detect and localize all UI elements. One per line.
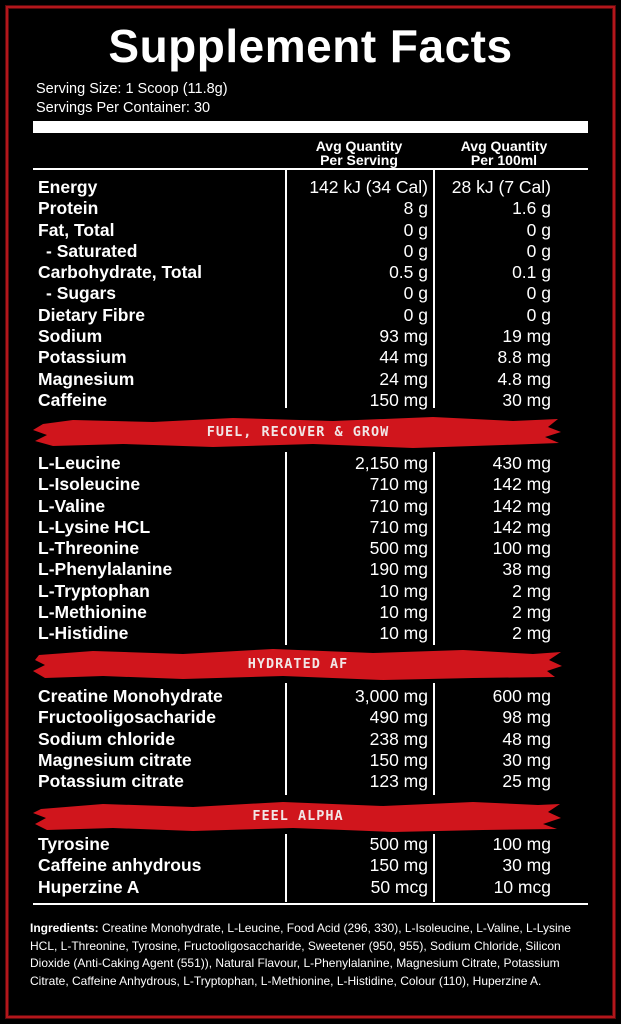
nutrient-name: L-Threonine xyxy=(38,538,140,559)
table-row xyxy=(38,369,551,390)
section-title: FEEL ALPHA xyxy=(252,808,344,824)
ingredients-statement xyxy=(30,920,593,990)
table-row xyxy=(38,453,551,474)
amount-per-100ml: 100 mg xyxy=(492,538,551,559)
column-header-per-100ml: Avg Quantity Per 100ml xyxy=(460,138,548,168)
amount-per-serving: 710 mg xyxy=(369,474,428,495)
table-row xyxy=(38,517,551,538)
amount-per-serving: 50 mcg xyxy=(370,876,428,897)
nutrient-name: L-Phenylalanine xyxy=(38,559,173,580)
amount-per-serving: 490 mg xyxy=(369,707,428,728)
amount-per-serving: 0.5 g xyxy=(389,262,428,283)
table-row xyxy=(38,220,551,241)
table-row xyxy=(38,326,551,347)
amount-per-serving: 710 mg xyxy=(369,495,428,516)
amount-per-100ml: 2 mg xyxy=(512,623,551,644)
servings-per-container: Servings Per Container: 30 xyxy=(36,100,211,116)
nutrient-name: Caffeine xyxy=(38,389,108,410)
table-row xyxy=(38,262,551,283)
amount-per-100ml: 0 g xyxy=(526,219,551,240)
nutrient-name: L-Methionine xyxy=(38,602,147,623)
amino-acid-table xyxy=(38,453,551,645)
table-row xyxy=(38,750,551,771)
table-row xyxy=(38,347,551,368)
nutrient-name: L-Isoleucine xyxy=(38,474,141,495)
amount-per-serving: 150 mg xyxy=(369,749,428,770)
amount-per-100ml: 2 mg xyxy=(512,580,551,601)
table-row xyxy=(38,496,551,517)
amount-per-serving: 150 mg xyxy=(369,855,428,876)
amount-per-serving: 24 mg xyxy=(379,368,428,389)
nutrient-name: Sodium chloride xyxy=(38,728,176,749)
table-row xyxy=(38,623,551,644)
ingredients-label: Ingredients: xyxy=(30,921,99,935)
amount-per-serving: 10 mg xyxy=(379,602,428,623)
table-row xyxy=(38,198,551,219)
amount-per-100ml: 100 mg xyxy=(492,834,551,854)
table-row xyxy=(38,559,551,580)
amount-per-100ml: 30 mg xyxy=(502,749,551,770)
nutrient-name: Magnesium citrate xyxy=(38,749,192,770)
section-banner-fuel xyxy=(33,415,563,449)
section-title: HYDRATED AF xyxy=(247,656,349,672)
nutrient-name: Tyrosine xyxy=(38,834,110,854)
table-row xyxy=(38,474,551,495)
nutrient-name: Creatine Monohydrate xyxy=(38,686,223,706)
amount-per-serving: 500 mg xyxy=(369,834,428,854)
table-row xyxy=(38,855,551,876)
amount-per-100ml: 25 mg xyxy=(502,771,551,792)
serving-size: Serving Size: 1 Scoop (11.8g) xyxy=(36,81,228,97)
nutrient-name: Potassium citrate xyxy=(38,771,184,792)
section-banner-alpha xyxy=(33,799,563,833)
nutrient-name: - Saturated xyxy=(46,240,138,261)
nutrient-name: L-Tryptophan xyxy=(38,580,150,601)
amount-per-serving: 500 mg xyxy=(369,538,428,559)
nutrient-name: L-Leucine xyxy=(38,453,121,473)
amount-per-serving: 238 mg xyxy=(369,728,428,749)
amount-per-serving: 150 mg xyxy=(369,389,428,410)
amount-per-serving: 8 g xyxy=(403,198,428,219)
amount-per-serving: 10 mg xyxy=(379,580,428,601)
amount-per-100ml: 98 mg xyxy=(502,707,551,728)
nutrient-name: Magnesium xyxy=(38,368,135,389)
table-row xyxy=(38,538,551,559)
amount-per-serving: 710 mg xyxy=(369,516,428,537)
serving-info xyxy=(36,80,228,118)
amount-per-100ml: 1.6 g xyxy=(512,198,551,219)
nutrient-name: Potassium xyxy=(38,347,127,368)
header-divider xyxy=(33,168,588,170)
table-row xyxy=(38,581,551,602)
amount-per-serving: 10 mg xyxy=(379,623,428,644)
amount-per-100ml: 30 mg xyxy=(502,389,551,410)
amount-per-100ml: 142 mg xyxy=(492,516,551,537)
amount-per-serving: 123 mg xyxy=(369,771,428,792)
table-row xyxy=(38,390,551,411)
amount-per-serving: 190 mg xyxy=(369,559,428,580)
amount-per-100ml: 0 g xyxy=(526,304,551,325)
amount-per-100ml: 19 mg xyxy=(502,326,551,347)
amount-per-100ml: 600 mg xyxy=(492,686,551,706)
amount-per-serving: 3,000 mg xyxy=(355,686,428,706)
table-row xyxy=(38,707,551,728)
amount-per-serving: 0 g xyxy=(403,240,428,261)
amount-per-100ml: 8.8 mg xyxy=(497,347,551,368)
table-row xyxy=(38,177,551,198)
amount-per-100ml: 4.8 mg xyxy=(497,368,551,389)
amount-per-100ml: 142 mg xyxy=(492,495,551,516)
amount-per-100ml: 0 g xyxy=(526,283,551,304)
amount-per-serving: 44 mg xyxy=(379,347,428,368)
nutrient-name: Carbohydrate, Total xyxy=(38,262,203,283)
table-row xyxy=(38,686,551,707)
table-row xyxy=(38,241,551,262)
ingredients-text: Creatine Monohydrate, L-Leucine, Food Acid (296, 330), L-Isoleucine, L-Valine, L-Lysine HCL, L-Threonine, Tyrosine, Fructooligosaccharide, Sweetener (950, 955), Sodium Chloride, Silicon Dioxide (Anti-Caking Agent (551)), Natural Flavour, L-Phenylalanine, Magnesium Citrate, Potassium Citrate, Caffeine Anhydrous, L-Tryptophan, L-Methionine, L-Histidine, Colour (110), Huperzine A. xyxy=(30,921,571,988)
amount-per-100ml: 2 mg xyxy=(512,602,551,623)
table-row xyxy=(38,602,551,623)
table-row xyxy=(38,729,551,750)
hydration-table xyxy=(38,686,551,792)
amount-per-serving: 0 g xyxy=(403,283,428,304)
nutrient-name: L-Lysine HCL xyxy=(38,516,151,537)
nutrient-name: Dietary Fibre xyxy=(38,304,145,325)
nutrient-name: Energy xyxy=(38,177,98,197)
amount-per-serving: 142 kJ (34 Cal) xyxy=(309,177,428,197)
amount-per-100ml: 0.1 g xyxy=(512,262,551,283)
amount-per-serving: 2,150 mg xyxy=(355,453,428,473)
amount-per-serving: 93 mg xyxy=(379,326,428,347)
page-title: Supplement Facts xyxy=(108,20,513,72)
table-row xyxy=(38,283,551,304)
nutrient-name: Fructooligosacharide xyxy=(38,707,216,728)
nutrient-name: L-Histidine xyxy=(38,623,129,644)
alpha-table xyxy=(38,834,551,898)
nutrient-name: Caffeine anhydrous xyxy=(38,855,202,876)
amount-per-100ml: 28 kJ (7 Cal) xyxy=(451,177,551,197)
nutrient-name: Protein xyxy=(38,198,99,219)
nutrient-name: Huperzine A xyxy=(38,876,140,897)
ingredients-divider xyxy=(33,903,588,905)
amount-per-100ml: 142 mg xyxy=(492,474,551,495)
amount-per-100ml: 430 mg xyxy=(492,453,551,473)
nutrient-name: L-Valine xyxy=(38,495,106,516)
amount-per-serving: 0 g xyxy=(403,219,428,240)
nutrient-name: - Sugars xyxy=(46,283,117,304)
table-row xyxy=(38,877,551,898)
table-row xyxy=(38,305,551,326)
section-banner-hydrated xyxy=(33,647,563,681)
column-header-per-serving: Avg Quantity Per Serving xyxy=(315,138,403,168)
nutrient-name: Sodium xyxy=(38,326,103,347)
amount-per-serving: 0 g xyxy=(403,304,428,325)
section-title: FUEL, RECOVER & GROW xyxy=(206,424,390,440)
amount-per-100ml: 0 g xyxy=(526,240,551,261)
table-row xyxy=(38,771,551,792)
amount-per-100ml: 10 mcg xyxy=(493,876,551,897)
nutrition-table xyxy=(38,177,551,411)
table-row xyxy=(38,834,551,855)
nutrient-name: Fat, Total xyxy=(38,219,115,240)
amount-per-100ml: 38 mg xyxy=(502,559,551,580)
thick-divider xyxy=(33,121,588,133)
amount-per-100ml: 30 mg xyxy=(502,855,551,876)
amount-per-100ml: 48 mg xyxy=(502,728,551,749)
